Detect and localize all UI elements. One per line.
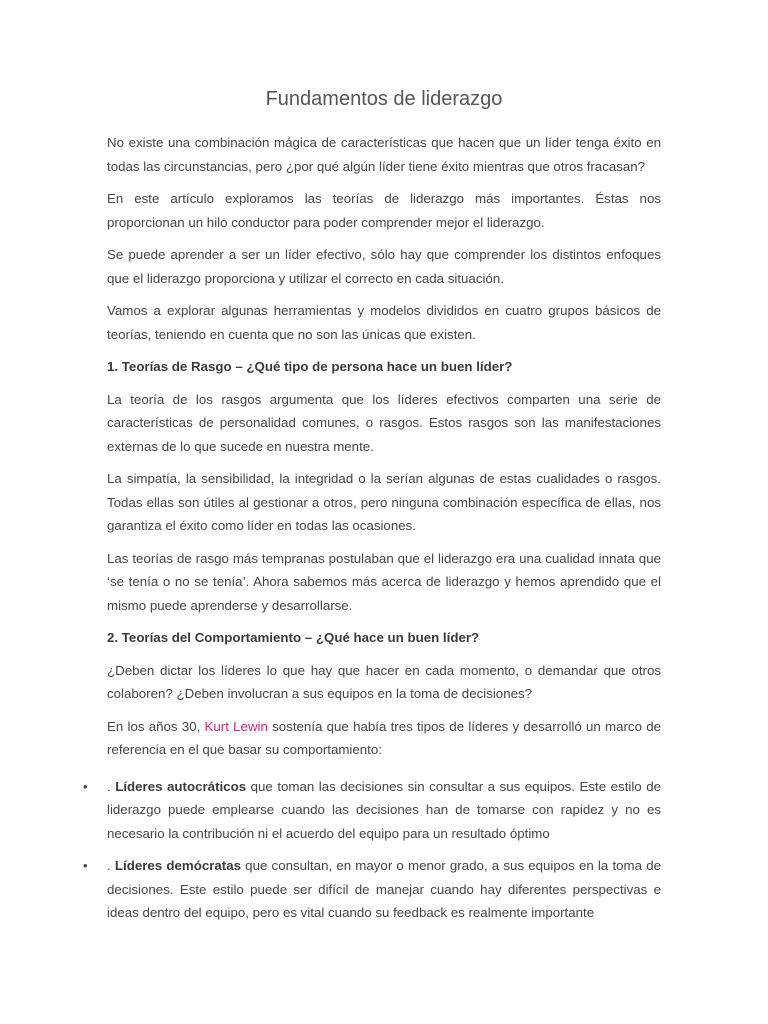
section-1-paragraph-3: Las teorías de rasgo más tempranas postulaban que el liderazgo era una cualidad innata que ‘se tenía o no se tenía’. Ahora sabemos más acerca de liderazgo y hemos aprendido que el mismo puede aprenderse y desarrollarse. [107,550,661,613]
bullet-icon: • [83,778,88,794]
list-item-text [107,854,661,925]
list-item-democratic [83,854,661,925]
list-item-prefix: . [107,778,116,794]
list-item-prefix: . [107,858,115,873]
article-body [83,131,662,934]
section-2-lewin-paragraph [107,715,661,762]
section-1-heading: 1. Teorías de Rasgo – ¿Qué tipo de persona hace un buen líder? [107,359,513,374]
list-item-term: Líderes demócratas [114,858,241,873]
kurt-lewin-link[interactable]: Kurt Lewin [204,718,268,734]
bullet-icon: • [83,858,88,873]
lewin-text-before: En los años 30, [107,718,205,734]
list-item-description: que consultan, en mayor o menor grado, a sus equipos en la toma de decisiones. Este estilo puede ser difícil de manejar cuando hay diferentes perspectivas e ideas dentro del equipo, pero es vital cuando su feedback es realmente importante [107,858,661,920]
list-item-text [107,775,661,846]
intro-paragraph-4: Vamos a explorar algunas herramientas y modelos divididos en cuatro grupos básicos de teorías, teniendo en cuenta que no son las únicas que existen. [107,303,661,342]
list-item-autocratic [83,775,662,846]
intro-paragraph-1: No existe una combinación mágica de características que hacen que un líder tenga éxito en todas las circunstancias, pero ¿por qué algún líder tiene éxito mientras que otros fracasan? [107,135,661,174]
list-item-description: que toman las decisiones sin consultar a sus equipos. Este estilo de liderazgo puede emplearse cuando las decisiones han de tomarse con rapidez y no es necesario la contribución ni el acuerdo del equipo para un resultado óptimo [107,778,662,841]
lewin-text-after: sostenía que había tres tipos de líderes y desarrolló un marco de referencia en el que basar su comportamiento: [107,718,661,757]
leader-types-list [83,775,662,925]
section-2-paragraph-1: ¿Deben dictar los líderes lo que hay que hacer en cada momento, o demandar que otros colaboren? ¿Deben involucran a sus equipos en la toma de decisiones? [107,662,661,701]
intro-paragraph-3: Se puede aprender a ser un líder efectivo, sólo hay que comprender los distintos enfoques que el liderazgo proporciona y utilizar el correcto en cada situación. [107,247,661,286]
intro-paragraph-2: En este artículo exploramos las teorías de liderazgo más importantes. Éstas nos proporcionan un hilo conductor para poder comprender mejor el liderazgo. [107,191,661,230]
list-item-term: Líderes autocráticos [115,778,247,794]
section-2-heading: 2. Teorías del Comportamiento – ¿Qué hace un buen líder? [107,630,480,645]
section-1-paragraph-2: La simpatía, la sensibilidad, la integridad o la serían algunas de estas cualidades o rasgos. Todas ellas son útiles al gestionar a otros, pero ninguna combinación específica de ellas, nos garantiza el éxito como líder en todas las ocasiones. [107,471,661,533]
page-title: Fundamentos de liderazgo [265,88,503,110]
section-1-paragraph-1: La teoría de los rasgos argumenta que los líderes efectivos comparten una serie de características de personalidad comunes, o rasgos. Estos rasgos son las manifestaciones externas de lo que sucede en nuestra mente. [107,391,661,454]
